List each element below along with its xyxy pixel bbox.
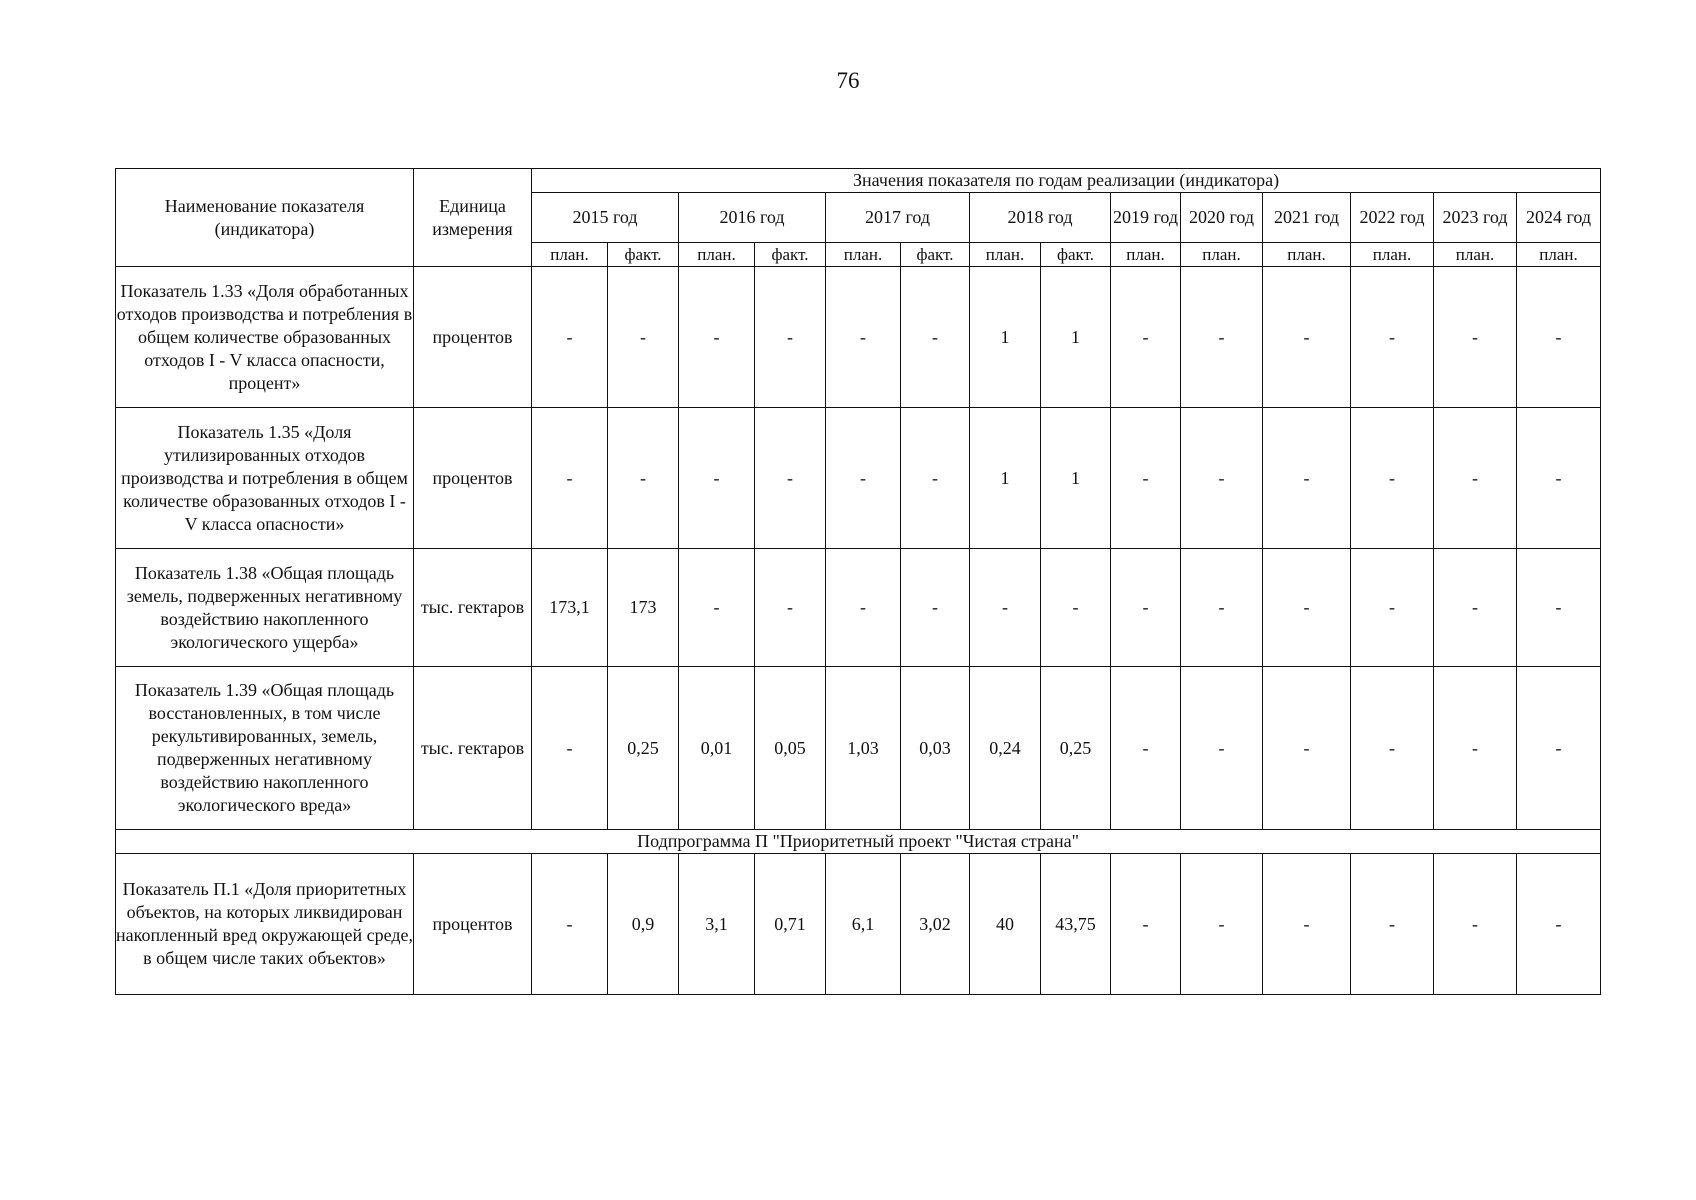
value-cell: - — [826, 549, 901, 667]
value-cell: - — [901, 408, 970, 549]
value-cell: - — [1181, 267, 1263, 408]
header-year-2024: 2024 год — [1517, 193, 1601, 243]
value-cell: - — [1111, 854, 1181, 995]
indicator-unit: процентов — [414, 408, 532, 549]
value-cell: - — [826, 408, 901, 549]
value-cell: - — [901, 267, 970, 408]
value-cell: - — [1263, 408, 1351, 549]
value-cell: - — [679, 408, 755, 549]
value-cell: - — [1434, 854, 1517, 995]
value-cell: - — [532, 667, 608, 830]
header-unit: Единица измерения — [414, 169, 532, 267]
indicator-name: Показатель 1.35 «Доля утилизированных отходов производства и потребления в общем количестве образованных отходов I - V класса опасности» — [116, 408, 414, 549]
header-year-2020: 2020 год — [1181, 193, 1263, 243]
value-cell: 1 — [1041, 408, 1111, 549]
value-cell: - — [679, 549, 755, 667]
header-plan: план. — [679, 243, 755, 267]
value-cell: - — [1263, 667, 1351, 830]
value-cell: - — [1111, 408, 1181, 549]
value-cell: - — [1181, 854, 1263, 995]
header-year-2023: 2023 год — [1434, 193, 1517, 243]
value-cell: - — [755, 549, 826, 667]
value-cell: - — [1351, 549, 1434, 667]
value-cell: - — [1434, 667, 1517, 830]
indicator-unit: процентов — [414, 854, 532, 995]
value-cell: - — [1111, 267, 1181, 408]
table-row — [116, 667, 1601, 830]
indicator-unit: тыс. гектаров — [414, 667, 532, 830]
value-cell: - — [1263, 854, 1351, 995]
value-cell: - — [1517, 549, 1601, 667]
header-plan: план. — [1263, 243, 1351, 267]
value-cell: 6,1 — [826, 854, 901, 995]
value-cell: 3,02 — [901, 854, 970, 995]
value-cell: - — [1041, 549, 1111, 667]
value-cell: - — [970, 549, 1041, 667]
value-cell: - — [532, 854, 608, 995]
header-year-2018: 2018 год — [970, 193, 1111, 243]
header-years-caption: Значения показателя по годам реализации (индикатора) — [532, 169, 1601, 193]
value-cell: 1 — [970, 267, 1041, 408]
value-cell: - — [755, 408, 826, 549]
value-cell: 173,1 — [532, 549, 608, 667]
value-cell: 0,03 — [901, 667, 970, 830]
header-fact: факт. — [901, 243, 970, 267]
table-row — [116, 408, 1601, 549]
value-cell: - — [1263, 549, 1351, 667]
value-cell: - — [1517, 408, 1601, 549]
section-header-row — [116, 830, 1601, 854]
header-plan: план. — [532, 243, 608, 267]
indicator-name: Показатель 1.38 «Общая площадь земель, подверженных негативному воздействию накопленного экологического ущерба» — [116, 549, 414, 667]
table-row — [116, 267, 1601, 408]
header-year-2016: 2016 год — [679, 193, 826, 243]
value-cell: - — [1434, 549, 1517, 667]
value-cell: - — [1351, 267, 1434, 408]
header-year-2022: 2022 год — [1351, 193, 1434, 243]
value-cell: 0,24 — [970, 667, 1041, 830]
header-fact: факт. — [755, 243, 826, 267]
value-cell: 173 — [608, 549, 679, 667]
header-indicator-name: Наименование показателя (индикатора) — [116, 169, 414, 267]
value-cell: - — [679, 267, 755, 408]
header-year-2015: 2015 год — [532, 193, 679, 243]
indicator-unit: процентов — [414, 267, 532, 408]
value-cell: 1,03 — [826, 667, 901, 830]
value-cell: - — [826, 267, 901, 408]
indicator-name: Показатель П.1 «Доля приоритетных объектов, на которых ликвидирован накопленный вред окружающей среде, в общем числе таких объектов» — [116, 854, 414, 995]
value-cell: 1 — [970, 408, 1041, 549]
value-cell: - — [1263, 267, 1351, 408]
header-plan: план. — [1181, 243, 1263, 267]
header-plan: план. — [970, 243, 1041, 267]
value-cell: 0,01 — [679, 667, 755, 830]
header-plan: план. — [826, 243, 901, 267]
section-title: Подпрограмма П "Приоритетный проект "Чистая страна" — [116, 830, 1601, 854]
indicator-name: Показатель 1.33 «Доля обработанных отходов производства и потребления в общем количестве образованных отходов I - V класса опасности, процент» — [116, 267, 414, 408]
header-plan: план. — [1111, 243, 1181, 267]
value-cell: 0,25 — [608, 667, 679, 830]
header-fact: факт. — [1041, 243, 1111, 267]
value-cell: - — [1351, 408, 1434, 549]
header-plan: план. — [1517, 243, 1601, 267]
table-row — [116, 854, 1601, 995]
value-cell: 0,71 — [755, 854, 826, 995]
header-fact: факт. — [608, 243, 679, 267]
header-plan: план. — [1434, 243, 1517, 267]
value-cell: 40 — [970, 854, 1041, 995]
value-cell: - — [1111, 549, 1181, 667]
value-cell: - — [1351, 854, 1434, 995]
header-year-2021: 2021 год — [1263, 193, 1351, 243]
value-cell: 3,1 — [679, 854, 755, 995]
value-cell: - — [1351, 667, 1434, 830]
value-cell: - — [1517, 267, 1601, 408]
value-cell: - — [1434, 267, 1517, 408]
table-row — [116, 549, 1601, 667]
indicator-unit: тыс. гектаров — [414, 549, 532, 667]
indicator-name: Показатель 1.39 «Общая площадь восстановленных, в том числе рекультивированных, земель, подверженных негативному воздействию накопленного экологического вреда» — [116, 667, 414, 830]
header-plan: план. — [1351, 243, 1434, 267]
value-cell: - — [901, 549, 970, 667]
value-cell: - — [532, 267, 608, 408]
value-cell: - — [1111, 667, 1181, 830]
value-cell: - — [608, 408, 679, 549]
value-cell: - — [1181, 549, 1263, 667]
value-cell: 1 — [1041, 267, 1111, 408]
value-cell: - — [755, 267, 826, 408]
value-cell: - — [1517, 667, 1601, 830]
value-cell: - — [608, 267, 679, 408]
header-year-2019: 2019 год — [1111, 193, 1181, 243]
value-cell: - — [532, 408, 608, 549]
indicators-table — [115, 168, 1601, 995]
value-cell: 0,05 — [755, 667, 826, 830]
value-cell: 43,75 — [1041, 854, 1111, 995]
header-year-2017: 2017 год — [826, 193, 970, 243]
value-cell: - — [1517, 854, 1601, 995]
page-number: 76 — [836, 68, 860, 93]
value-cell: 0,25 — [1041, 667, 1111, 830]
value-cell: - — [1181, 408, 1263, 549]
value-cell: - — [1434, 408, 1517, 549]
value-cell: 0,9 — [608, 854, 679, 995]
value-cell: - — [1181, 667, 1263, 830]
